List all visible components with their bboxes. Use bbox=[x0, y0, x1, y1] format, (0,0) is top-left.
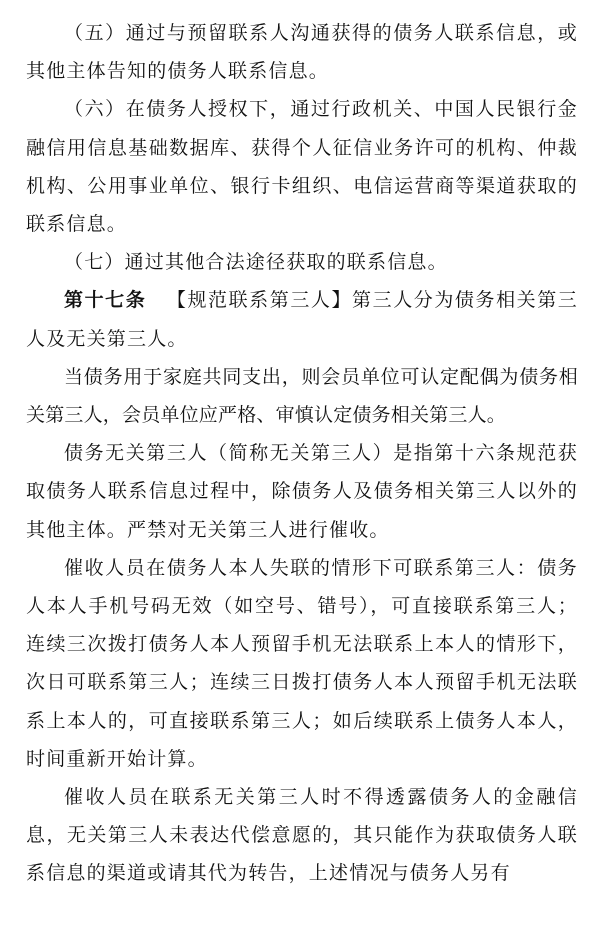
paragraph-spouse: 当债务用于家庭共同支出，则会员单位可认定配偶为债务相关第三人，会员单位应严格、审慎认定债务相关第三人。 bbox=[26, 365, 578, 427]
paragraph-lost-contact: 催收人员在债务人本人失联的情形下可联系第三人：债务人本人手机号码无效（如空号、错号），可直接联系第三人；连续三次拨打债务人本人预留手机无法联系上本人的情形下，次日可联系第三人；连续三日拨打债务人本人预留手机无法联系上本人的，可直接联系第三人；如后续联系上债务人本人，时间重新开始计算。 bbox=[26, 556, 578, 770]
paragraph-item-6: （六）在债务人授权下，通过行政机关、中国人民银行金融信用信息基础数据库、获得个人征信业务许可的机构、仲裁机构、公用事业单位、银行卡组织、电信运营商等渠道获取的联系信息。 bbox=[26, 98, 578, 236]
article-17-text: 第三人分为债务相关第三人及无关第三人。 bbox=[26, 289, 578, 350]
article-17 bbox=[26, 281, 578, 357]
paragraph-unrelated-third-party: 债务无关第三人（简称无关第三人）是指第十六条规范获取债务人联系信息过程中，除债务人及债务相关第三人以外的其他主体。严禁对无关第三人进行催收。 bbox=[26, 442, 578, 541]
paragraph-item-5: （五）通过与预留联系人沟通获得的债务人联系信息，或其他主体告知的债务人联系信息。 bbox=[26, 22, 578, 83]
article-17-heading: 第十七条 bbox=[64, 289, 147, 312]
paragraph-item-7: （七）通过其他合法途径获取的联系信息。 bbox=[64, 251, 448, 274]
paragraph-privacy: 催收人员在联系无关第三人时不得透露债务人的金融信息，无关第三人未表达代偿意愿的，其只能作为获取债务人联系信息的渠道或请其代为转告，上述情况与债务人另有 bbox=[26, 786, 578, 885]
article-17-title: 【规范联系第三人】 bbox=[166, 289, 353, 312]
